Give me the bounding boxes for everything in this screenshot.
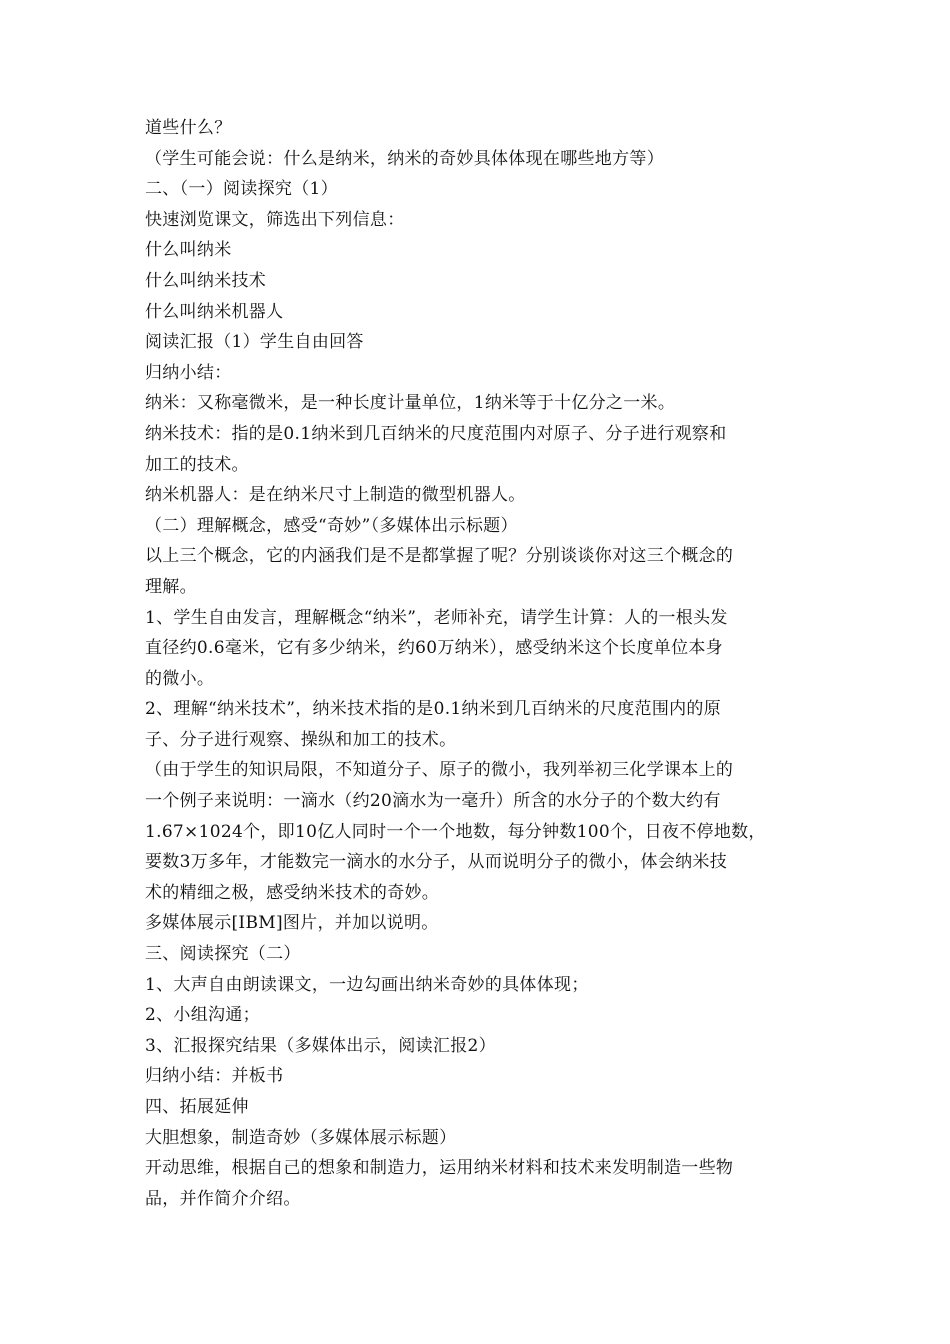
section-heading: 二、（一）阅读探究（1） — [145, 179, 338, 200]
text-line: 1、大声自由朗读课文，一边勾画出纳米奇妙的具体体现； — [145, 974, 589, 995]
text-line: （由于学生的知识局限，不知道分子、原子的微小，我列举初三化学课本上的 — [145, 760, 734, 781]
text-line: 归纳小结：并板书 — [145, 1066, 284, 1087]
text-line: 快速浏览课文，筛选出下列信息： — [145, 209, 405, 230]
text-line: 理解。 — [145, 576, 197, 597]
text-line: 多媒体展示[IBM]图片，并加以说明。 — [145, 913, 439, 934]
text-line: 纳米技术：指的是0.1纳米到几百纳米的尺度范围内对原子、分子进行观察和 — [145, 423, 727, 444]
text-line: 2、小组沟通； — [145, 1005, 260, 1026]
text-line: 以上三个概念，它的内涵我们是不是都掌握了呢？分别谈谈你对这三个概念的 — [145, 546, 734, 567]
document-body — [145, 113, 835, 1214]
text-line: 术的精细之极，感受纳米技术的奇妙。 — [145, 882, 440, 903]
text-line: 的微小。 — [145, 668, 215, 689]
text-line: 道些什么？ — [145, 118, 232, 138]
text-line: 纳米：又称毫微米，是一种长度计量单位，1纳米等于十亿分之一米。 — [145, 393, 676, 414]
text-line: 阅读汇报（1）学生自由回答 — [145, 332, 364, 353]
text-line: 什么叫纳米技术 — [145, 270, 267, 291]
text-line: 品，并作简介介绍。 — [145, 1188, 301, 1209]
text-line: 开动思维，根据自己的想象和制造力，运用纳米材料和技术来发明制造一些物 — [145, 1158, 734, 1179]
text-line: 2、理解“纳米技术”，纳米技术指的是0.1纳米到几百纳米的尺度范围内的原 — [145, 699, 722, 720]
text-line: 一个例子来说明：一滴水（约20滴水为一毫升）所含的水分子的个数大约有 — [145, 791, 721, 812]
text-line: 1.67×1024个，即10亿人同时一个一个地数，每分钟数100个，日夜不停地数， — [145, 821, 766, 842]
text-line: 加工的技术。 — [145, 454, 249, 475]
text-line: 3、汇报探究结果（多媒体出示，阅读汇报2） — [145, 1035, 496, 1056]
text-line: 1、学生自由发言，理解概念“纳米”，老师补充，请学生计算：人的一根头发 — [145, 607, 728, 628]
section-heading: 四、拓展延伸 — [145, 1097, 249, 1117]
text-line: 大胆想象，制造奇妙（多媒体展示标题） — [145, 1127, 457, 1148]
section-heading: （二）理解概念，感受“奇妙”（多媒体出示标题） — [145, 515, 518, 536]
section-heading: 三、阅读探究（二） — [145, 944, 301, 965]
text-line: 要数3万多年，才能数完一滴水的水分子，从而说明分子的微小，体会纳米技 — [145, 852, 728, 873]
text-line: 子、分子进行观察、操纵和加工的技术。 — [145, 729, 457, 750]
text-line: 什么叫纳米机器人 — [145, 301, 284, 322]
text-line: 归纳小结： — [145, 362, 232, 383]
text-line: （学生可能会说：什么是纳米，纳米的奇妙具体体现在哪些地方等） — [145, 148, 664, 169]
text-line: 纳米机器人：是在纳米尺寸上制造的微型机器人。 — [145, 485, 526, 506]
text-line: 直径约0.6毫米，它有多少纳米，约60万纳米），感受纳米这个长度单位本身 — [145, 638, 723, 659]
text-line: 什么叫纳米 — [145, 240, 232, 261]
